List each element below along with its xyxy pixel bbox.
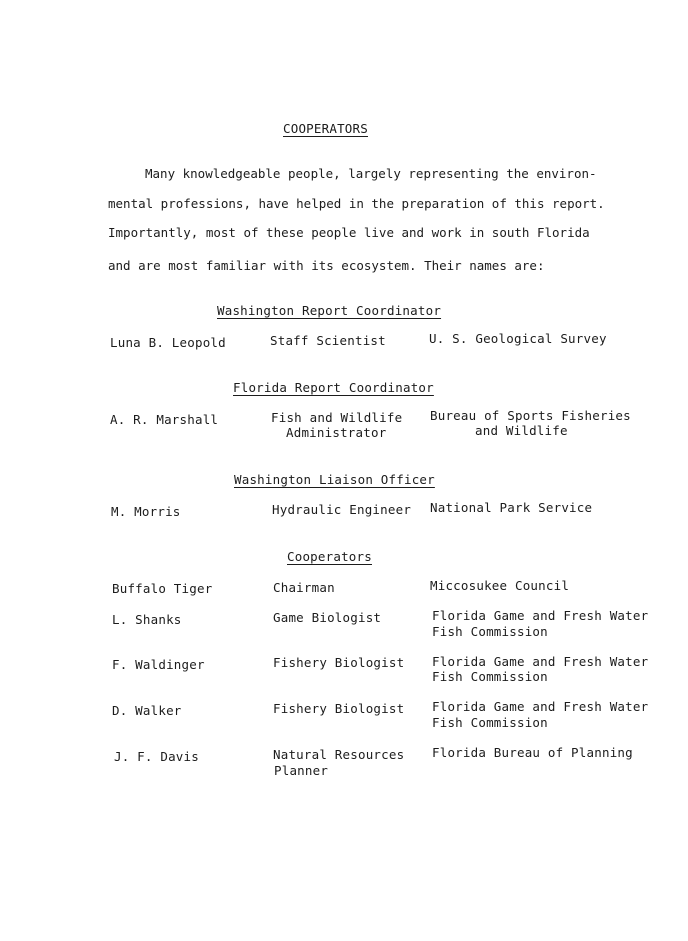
cooperator-name: L. Shanks — [112, 612, 182, 627]
cooperator-title-line-1: Natural Resources — [273, 747, 405, 762]
cooperator-organization-line-1: Florida Game and Fresh Water — [432, 608, 649, 623]
cooperator-name: D. Walker — [112, 703, 182, 718]
cooperator-organization: U. S. Geological Survey — [429, 331, 607, 346]
cooperator-organization-line-2: Fish Commission — [432, 624, 548, 639]
cooperator-title-line-2: Administrator — [286, 425, 387, 440]
cooperator-organization-line-1: Florida Game and Fresh Water — [432, 654, 649, 669]
cooperator-title: Fishery Biologist — [273, 701, 405, 716]
page-title: COOPERATORS — [283, 121, 368, 136]
cooperator-name: A. R. Marshall — [110, 412, 219, 427]
cooperator-organization-line-2: Fish Commission — [432, 669, 548, 684]
cooperator-organization-line-1: Florida Game and Fresh Water — [432, 699, 649, 714]
cooperator-name: J. F. Davis — [114, 749, 199, 764]
cooperator-organization-line-2: Fish Commission — [432, 715, 548, 730]
cooperator-title-line-1: Fish and Wildlife — [271, 410, 403, 425]
section-heading-washington-coordinator: Washington Report Coordinator — [217, 303, 442, 318]
section-heading-liaison: Washington Liaison Officer — [234, 472, 435, 487]
intro-line-3: Importantly, most of these people live and work in south Florida — [108, 225, 590, 240]
cooperator-title: Hydraulic Engineer — [272, 502, 412, 517]
cooperator-organization-line-2: and Wildlife — [475, 423, 568, 438]
cooperator-title: Staff Scientist — [270, 333, 386, 348]
section-heading-florida-coordinator: Florida Report Coordinator — [233, 380, 434, 395]
intro-line-1: Many knowledgeable people, largely representing the environ- — [145, 166, 597, 181]
cooperator-name: M. Morris — [111, 504, 181, 519]
cooperator-organization: Miccosukee Council — [430, 578, 570, 593]
cooperator-title: Chairman — [273, 580, 335, 595]
intro-line-4: and are most familiar with its ecosystem. Their names are: — [108, 258, 545, 273]
cooperator-organization-line-1: Bureau of Sports Fisheries — [430, 408, 631, 423]
cooperator-organization: Florida Bureau of Planning — [432, 745, 633, 760]
section-heading-cooperators: Cooperators — [287, 549, 372, 564]
cooperator-name: Luna B. Leopold — [110, 335, 226, 350]
cooperator-organization: National Park Service — [430, 500, 593, 515]
cooperator-title: Fishery Biologist — [273, 655, 405, 670]
intro-line-2: mental professions, have helped in the preparation of this report. — [108, 196, 605, 211]
cooperator-title-line-2: Planner — [274, 763, 329, 778]
cooperator-name: F. Waldinger — [112, 657, 205, 672]
cooperator-title: Game Biologist — [273, 610, 382, 625]
cooperator-name: Buffalo Tiger — [112, 581, 213, 596]
